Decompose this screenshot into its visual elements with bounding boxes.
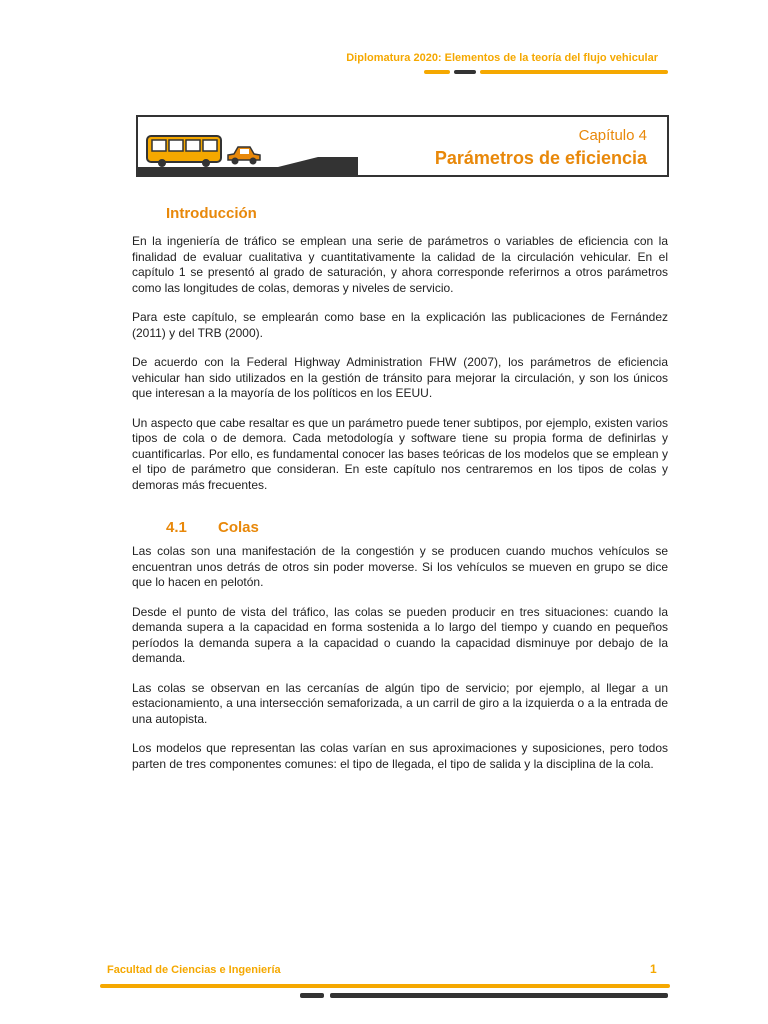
section-title: Colas: [218, 519, 259, 536]
bus-icon: [146, 134, 224, 168]
page-content: [132, 205, 668, 786]
footer-bar-dark-short: [300, 993, 324, 998]
intro-paragraph: Un aspecto que cabe resaltar es que un parámetro puede tener subtipos, por ejemplo, existen varios tipos de cola o de demora. Cada metodología y software tiene su propia forma de definirlas y cuantificarlas. Por ello, es fundamental conocer las bases teóricas de los modelos que se emplean y el tipo de parámetro que consideran. En este capítulo nos centraremos en los tipos de colas y demoras más frecuentes.: [132, 415, 668, 492]
intro-paragraph: En la ingeniería de tráfico se emplean una serie de parámetros o variables de eficiencia con la finalidad de evaluar cualitativa y cuantitativamente la calidad de la circulación vehicular. En el capítulo 1 se presentó al grado de saturación, y ahora corresponde referirnos a otros parámetros como las longitudes de colas, demoras y niveles de servicio.: [132, 234, 668, 295]
footer-bar-dark-long: [330, 993, 668, 998]
chapter-banner: [136, 115, 669, 177]
car-icon: [226, 144, 262, 166]
section-number: 4.1: [166, 519, 187, 536]
intro-heading: Introducción: [166, 205, 257, 222]
intro-paragraph: Para este capítulo, se emplearán como base en la explicación las publicaciones de Fernández (2011) y del TRB (2000).: [132, 310, 668, 340]
header-bar-long: [480, 70, 668, 74]
footer-institution: Facultad de Ciencias e Ingeniería: [107, 964, 281, 976]
section-paragraph: Los modelos que representan las colas varían en sus aproximaciones y suposiciones, pero todos parten de tres componentes comunes: el tipo de llegada, el tipo de salida y la disciplina de la cola.: [132, 741, 668, 771]
section-paragraph: Las colas se observan en las cercanías de algún tipo de servicio; por ejemplo, al llegar a un estacionamiento, a una intersección semaforizada, a un carril de giro a la izquierda o a la entrada de una autopista.: [132, 680, 668, 726]
chapter-number: Capítulo 4: [578, 127, 647, 144]
header-bar-short: [424, 70, 450, 74]
header-title: Diplomatura 2020: Elementos de la teoría del flujo vehicular: [346, 52, 658, 64]
chapter-title: Parámetros de eficiencia: [434, 148, 647, 168]
footer-bar-accent: [100, 984, 670, 988]
header-bar-dark: [454, 70, 476, 74]
section-paragraph: Las colas son una manifestación de la congestión y se producen cuando muchos vehículos se encuentran unos detrás de otros sin poder moverse. Si los vehículos se mueven en grupo se dice que lo hacen en pelotón.: [132, 544, 668, 589]
page-number: 1: [650, 962, 657, 976]
section-heading: [166, 519, 668, 536]
intro-paragraph: De acuerdo con la Federal Highway Administration FHW (2007), los parámetros de eficiencia vehicular han sido utilizados en la gestión de tránsito para mejorar la circulación, y son los únicos que interesan a la mayoría de los políticos en los EEUU.: [132, 355, 668, 400]
section-paragraph: Desde el punto de vista del tráfico, las colas se pueden producir en tres situaciones: cuando la demanda supera a la capacidad en forma sostenida a lo largo del tiempo y cuando en pequeños períodos la demanda supera a la capacidad o cuando la capacidad disminuye por debajo de la demanda.: [132, 604, 668, 665]
